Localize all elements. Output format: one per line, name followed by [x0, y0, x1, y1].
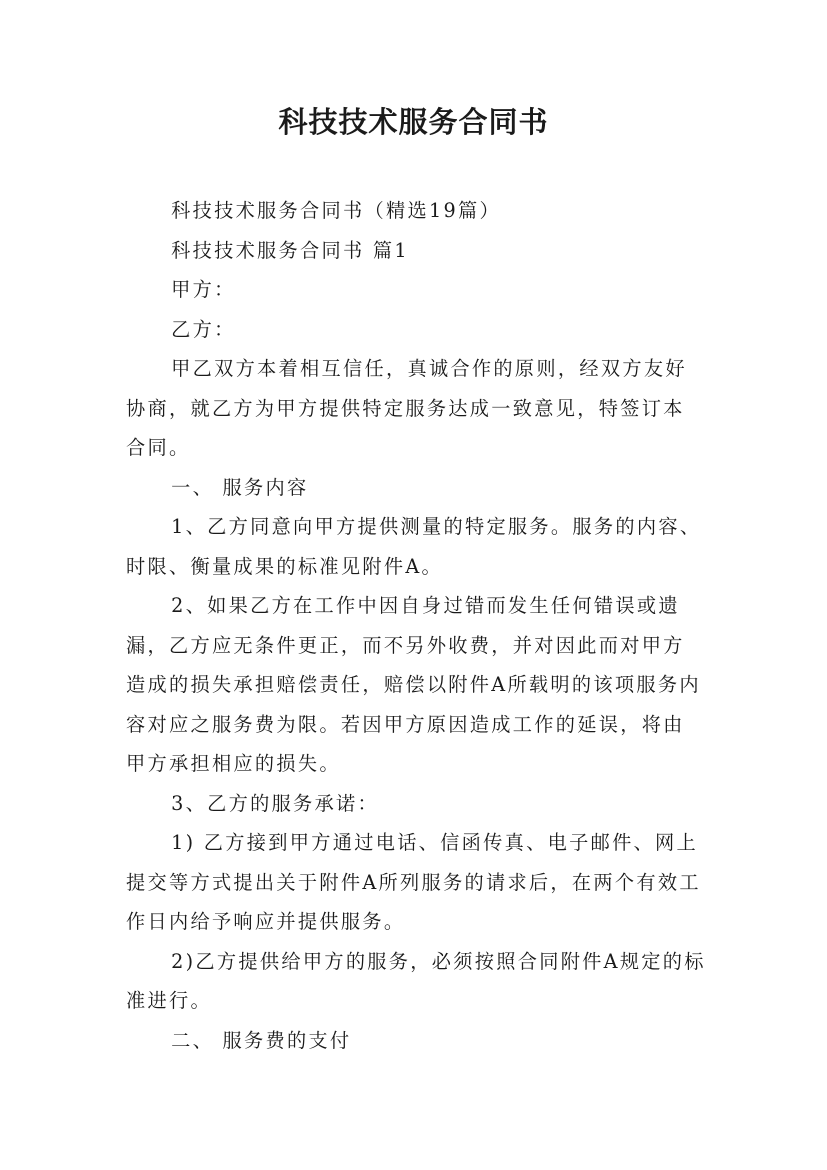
- clause-paragraph: 1、乙方同意向甲方提供测量的特定服务。服务的内容、时限、衡量成果的标准见附件A。: [126, 515, 702, 578]
- subtitle-paragraph: 科技技术服务合同书（精选19篇）: [171, 199, 501, 222]
- party-b-line: 乙方：: [171, 317, 236, 341]
- document-title: 科技技术服务合同书: [278, 105, 549, 139]
- clause-paragraph: 3、乙方的服务承诺：: [171, 791, 380, 815]
- clause-paragraph: 1) 乙方接到甲方通过电话、信函传真、电子邮件、网上提交等方式提出关于附件A所列服务的请求后，在两个有效工作日内给予响应并提供服务。: [126, 831, 701, 933]
- clause-paragraph: 2)乙方提供给甲方的服务，必须按照合同附件A规定的标准进行。: [126, 949, 706, 1012]
- party-a-line: 甲方：: [171, 278, 236, 301]
- section-heading: 一、 服务内容: [171, 475, 309, 499]
- clause-paragraph: 2、如果乙方在工作中因自身过错而发生任何错误或遗漏，乙方应无条件更正，而不另外收费，并对因此而对甲方造成的损失承担赔偿责任，赔偿以附件A所载明的该项服务内容对应之服务费为限。若因甲方原因造成工作的延误，将由甲方承担相应的损失。: [126, 594, 701, 775]
- section-heading: 二、 服务费的支付: [171, 1028, 352, 1052]
- preamble-paragraph: 甲乙双方本着相互信任，真诚合作的原则，经双方友好协商，就乙方为甲方提供特定服务达成一致意见，特签订本合同。: [126, 357, 687, 459]
- document-body: [126, 191, 706, 1060]
- section-heading-paragraph: 科技技术服务合同书 篇1: [171, 238, 409, 262]
